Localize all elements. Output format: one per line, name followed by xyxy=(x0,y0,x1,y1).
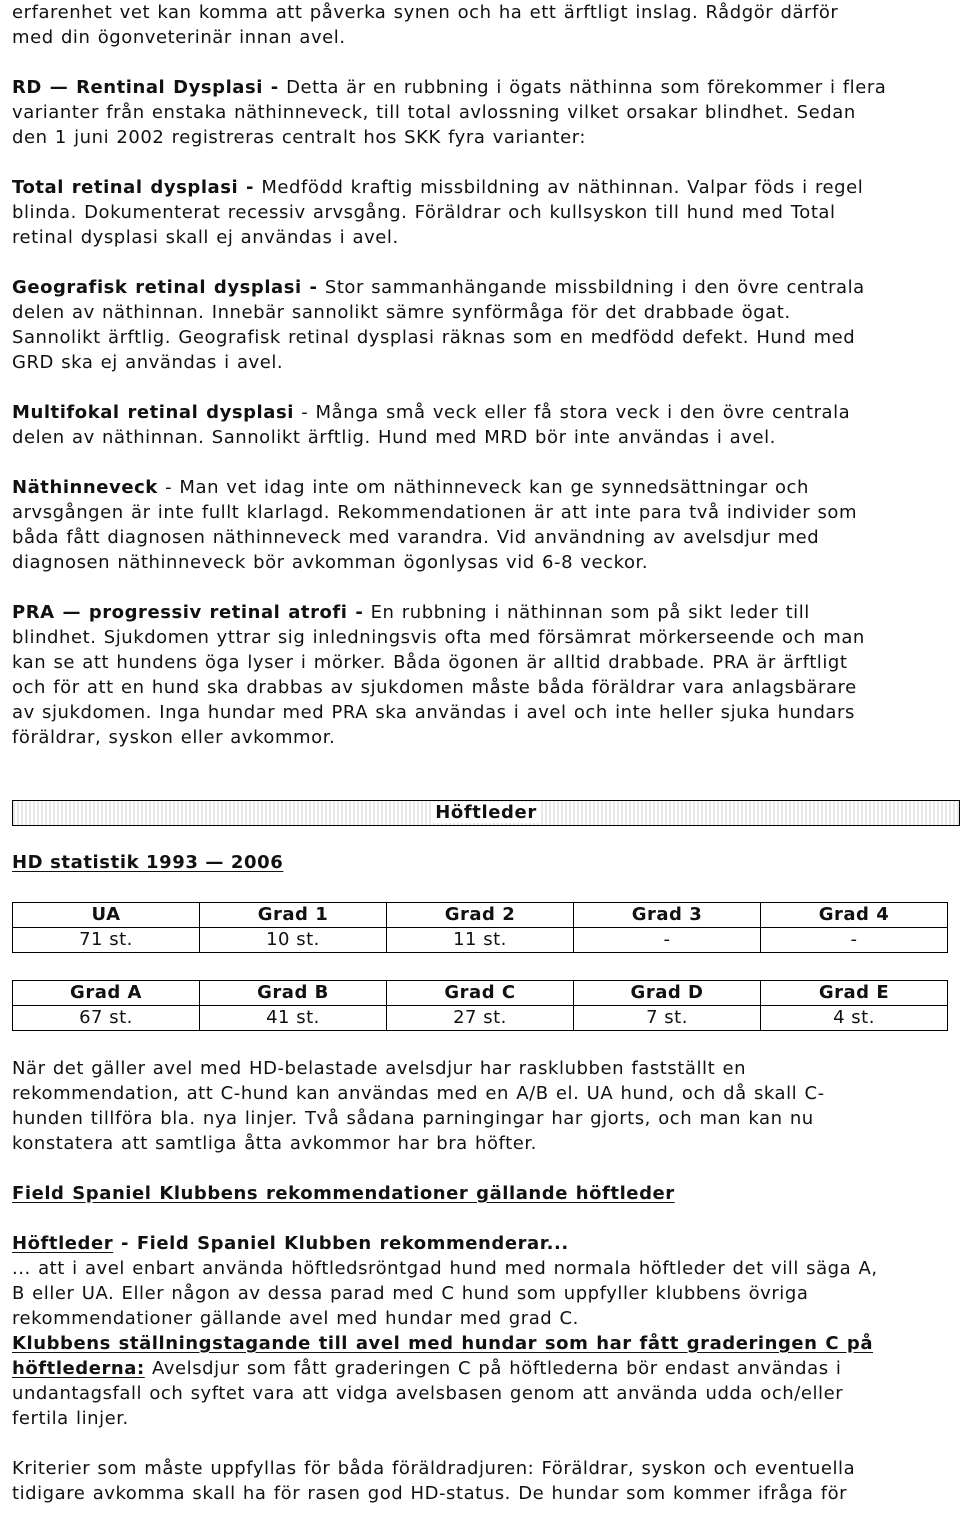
table-header-row xyxy=(13,903,948,928)
intro-line: erfarenhet vet kan komma att påverka synen och ha ett ärftligt inslag. Rådgör därför xyxy=(12,2,839,23)
total-rd-line: retinal dysplasi skall ej användas i avel. xyxy=(12,227,399,248)
section-header-hoftleder xyxy=(12,800,960,826)
hip-recommendations-section xyxy=(12,1056,948,1506)
table-header-cell: Grad D xyxy=(574,981,761,1006)
table-cell: - xyxy=(574,928,761,953)
club-position-text: Avelsdjur som fått graderingen C på höftlederna bör endast användas i xyxy=(144,1358,842,1379)
total-rd-paragraph xyxy=(12,175,948,200)
geo-rd-line: delen av näthinnan. Innebär sannolikt sämre synförmåga för det drabbade ögat. xyxy=(12,302,791,323)
hd-paragraph-line: rekommendation, att C-hund kan användas med en A/B el. UA hund, och då skall C- xyxy=(12,1083,825,1104)
pra-line: och för att en hund ska drabbas av sjukdomen måste båda föräldrar vara anlagsbärare xyxy=(12,677,857,698)
pra-line: kan se att hundens öga lyser i mörker. Båda ögonen är alltid drabbade. PRA är ärftligt xyxy=(12,652,848,673)
table-row xyxy=(13,928,948,953)
criteria-line: tidigare avkomma skall ha för rasen god HD-status. De hundar som kommer ifråga för xyxy=(12,1483,848,1504)
club-position-heading: Klubbens ställningstagande till avel med hundar som har fått graderingen C på xyxy=(12,1333,874,1354)
table-cell: 67 st. xyxy=(13,1006,200,1031)
nathinneveck-line: arvsgången är inte fullt klarlagd. Rekommendationen är att inte para två individer som xyxy=(12,502,858,523)
rd-paragraph xyxy=(12,75,948,100)
pra-text: En rubbning i näthinnan som på sikt leder till xyxy=(363,602,810,623)
geo-rd-term: Geografisk retinal dysplasi - xyxy=(12,277,318,298)
table-cell: 7 st. xyxy=(574,1006,761,1031)
geo-rd-paragraph xyxy=(12,275,948,300)
club-position-line: fertila linjer. xyxy=(12,1408,129,1429)
rd-line: den 1 juni 2002 registreras centralt hos SKK fyra varianter: xyxy=(12,127,586,148)
pra-line: föräldrar, syskon eller avkommor. xyxy=(12,727,336,748)
recommendation-lead xyxy=(12,1231,948,1256)
pra-line: blindhet. Sjukdomen yttrar sig inledningsvis ofta med försämrat mörkerseende och man xyxy=(12,627,865,648)
table-header-cell: Grad C xyxy=(387,981,574,1006)
recommendation-term: Höftleder xyxy=(12,1233,114,1254)
section-header-label: Höftleder xyxy=(431,802,541,823)
recommendation-line: ... att i avel enbart använda höftledsröntgad hund med normala höftleder det vill säga A, xyxy=(12,1258,878,1279)
table-header-cell: Grad 3 xyxy=(574,903,761,928)
recommendation-line: B eller UA. Eller någon av dessa parad med C hund som uppfyller klubbens övriga xyxy=(12,1283,809,1304)
table-cell: 4 st. xyxy=(761,1006,948,1031)
table-header-row xyxy=(13,981,948,1006)
hd-grade-table-numeric xyxy=(12,902,948,953)
table-cell: 11 st. xyxy=(387,928,574,953)
table-cell: 71 st. xyxy=(13,928,200,953)
multi-rd-line: delen av näthinnan. Sannolikt ärftlig. Hund med MRD bör inte användas i avel. xyxy=(12,427,776,448)
rd-line: varianter från enstaka näthinneveck, till total avlossning vilket orsakar blindhet. Sedan xyxy=(12,102,856,123)
club-position-heading-end: höftlederna: xyxy=(12,1358,145,1379)
hd-paragraph-line: När det gäller avel med HD-belastade avelsdjur har rasklubben fastställt en xyxy=(12,1058,747,1079)
intro-line: med din ögonveterinär innan avel. xyxy=(12,27,346,48)
nathinneveck-term: Näthinneveck xyxy=(12,477,158,498)
multi-rd-paragraph xyxy=(12,400,948,425)
table-header-cell: Grad 4 xyxy=(761,903,948,928)
pra-line: av sjukdomen. Inga hundar med PRA ska användas i avel och inte heller sjuka hundars xyxy=(12,702,855,723)
hd-paragraph-line: hunden tillföra bla. nya linjer. Två sådana parningingar har gjorts, och man kan nu xyxy=(12,1108,814,1129)
pra-paragraph xyxy=(12,600,948,625)
hd-grade-table-letter xyxy=(12,980,948,1031)
nathinneveck-line: diagnosen näthinneveck bör avkomman ögonlysas vid 6-8 veckor. xyxy=(12,552,649,573)
recommendation-line: rekommendationer gällande avel med hundar med grad C. xyxy=(12,1308,579,1329)
table-header-cell: Grad E xyxy=(761,981,948,1006)
table-header-cell: UA xyxy=(13,903,200,928)
recommendations-heading: Field Spaniel Klubbens rekommendationer gällande höftleder xyxy=(12,1183,675,1204)
table-cell: 41 st. xyxy=(200,1006,387,1031)
geo-rd-line: GRD ska ej användas i avel. xyxy=(12,352,284,373)
rd-text: Detta är en rubbning i ögats näthinna som förekommer i flera xyxy=(278,77,887,98)
table-cell: 27 st. xyxy=(387,1006,574,1031)
eye-diseases-section xyxy=(12,0,948,750)
nathinneveck-line: båda fått diagnosen näthinneveck med varandra. Vid användning av avelsdjur med xyxy=(12,527,820,548)
hd-paragraph-line: konstatera att samtliga åtta avkommor har bra höfter. xyxy=(12,1133,537,1154)
total-rd-line: blinda. Dokumenterat recessiv arvsgång. Föräldrar och kullsyskon till hund med Total xyxy=(12,202,836,223)
club-position-line: undantagsfall och syftet vara att vidga avelsbasen genom att använda udda och/eller xyxy=(12,1383,844,1404)
nathinneveck-text: - Man vet idag inte om näthinneveck kan ge synnedsättningar och xyxy=(157,477,809,498)
table-header-cell: Grad 2 xyxy=(387,903,574,928)
recommendation-term-rest: - Field Spaniel Klubben rekommenderar... xyxy=(113,1233,569,1254)
table-header-cell: Grad A xyxy=(13,981,200,1006)
rd-term: RD — Rentinal Dysplasi - xyxy=(12,77,279,98)
table-cell: - xyxy=(761,928,948,953)
multi-rd-text: - Många små veck eller få stora veck i den övre centrala xyxy=(293,402,851,423)
club-position-paragraph xyxy=(12,1356,948,1381)
table-header-cell: Grad B xyxy=(200,981,387,1006)
total-rd-term: Total retinal dysplasi - xyxy=(12,177,255,198)
table-header-cell: Grad 1 xyxy=(200,903,387,928)
geo-rd-text: Stor sammanhängande missbildning i den övre centrala xyxy=(317,277,865,298)
pra-term: PRA — progressiv retinal atrofi - xyxy=(12,602,364,623)
hd-statistics-title: HD statistik 1993 — 2006 xyxy=(12,852,284,873)
total-rd-text: Medfödd kraftig missbildning av näthinnan. Valpar föds i regel xyxy=(254,177,864,198)
nathinneveck-paragraph xyxy=(12,475,948,500)
table-row xyxy=(13,1006,948,1031)
multi-rd-term: Multifokal retinal dysplasi xyxy=(12,402,294,423)
criteria-line: Kriterier som måste uppfyllas för båda föräldradjuren: Föräldrar, syskon och eventuella xyxy=(12,1458,856,1479)
table-cell: 10 st. xyxy=(200,928,387,953)
geo-rd-line: Sannolikt ärftlig. Geografisk retinal dysplasi räknas som en medfödd defekt. Hund med xyxy=(12,327,856,348)
